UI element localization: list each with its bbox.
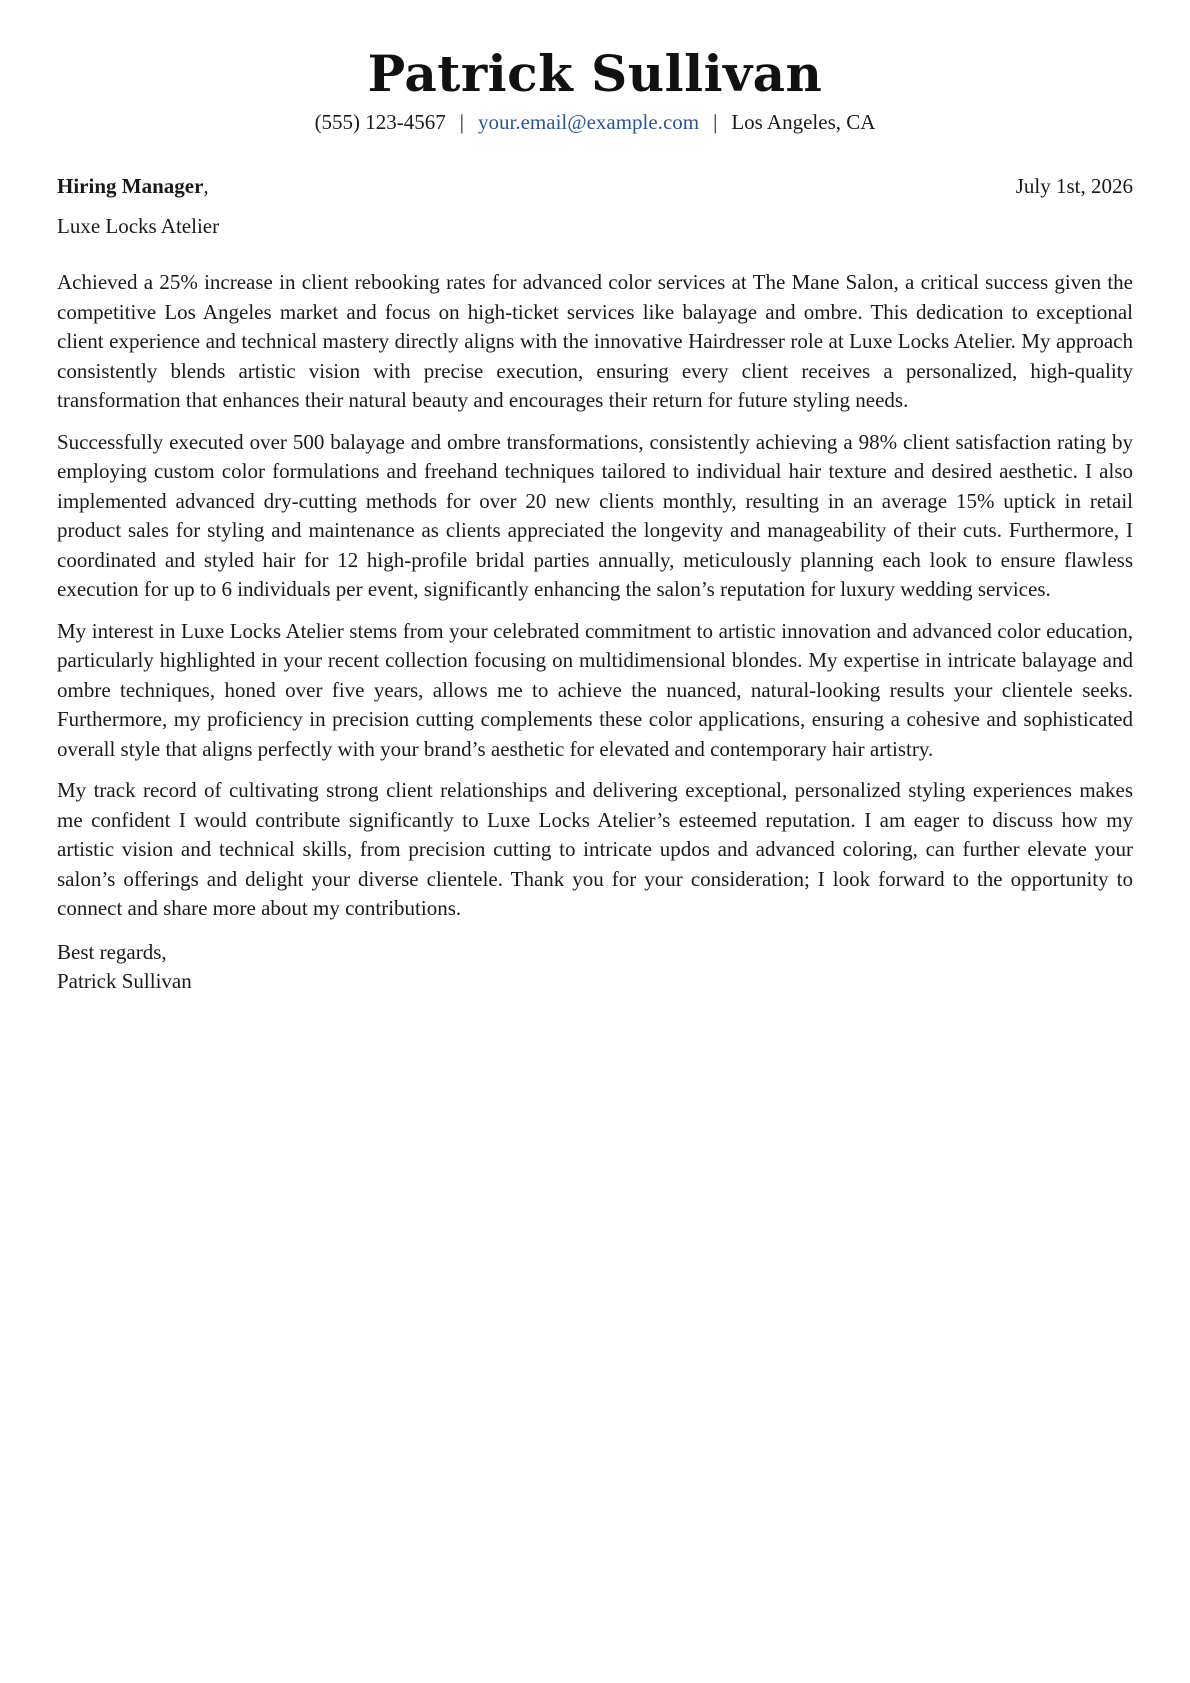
recipient-name: Hiring Manager [57,174,204,198]
applicant-name-heading: Patrick Sullivan [367,44,823,103]
closing-signature: Patrick Sullivan [57,968,192,993]
addressee-row [57,172,1133,200]
contact-separator: | [459,110,465,134]
company-name: Luxe Locks Atelier [57,214,220,238]
body-paragraph: Successfully executed over 500 balayage and ombre transformations, consistently achieving a 98% client satisfaction rating by employing custom color formulations and freehand techniques tailored to individual hair texture and desired aesthetic. I also implemented advanced dry-cutting methods for over 20 new clients monthly, resulting in an average 15% uptick in retail product sales for styling and maintenance as clients appreciated the longevity and manageability of their cuts. Furthermore, I coordinated and styled hair for 12 high-profile bridal parties annually, meticulously planning each look to ensure flawless execution for up to 6 individuals per event, significantly enhancing the salon’s reputation for luxury wedding services. [57,429,1133,601]
closing-salutation: Best regards, [57,939,167,964]
body-paragraph: My interest in Luxe Locks Atelier stems from your celebrated commitment to artistic innovation and advanced color education, particularly highlighted in your recent collection focusing on multidimensional blondes. My expertise in intricate balayage and ombre techniques, honed over five years, allows me to achieve the nuanced, natural-looking results your clientele seeks. Furthermore, my proficiency in precision cutting complements these color applications, ensuring a cohesive and sophisticated overall style that aligns perfectly with your brand’s aesthetic for elevated and contemporary hair artistry. [57,618,1133,761]
location-text: Los Angeles, CA [731,110,876,134]
letter-date: July 1st, 2026 [1015,174,1133,198]
contact-info-line [57,108,1133,136]
cover-letter-page [57,0,1133,996]
letter-body [57,268,1133,924]
body-paragraph: Achieved a 25% increase in client rebooking rates for advanced color services at The Mane Salon, a critical success given the competitive Los Angeles market and focus on high-ticket services like balayage and ombre. This dedication to exceptional client experience and technical mastery directly aligns with the innovative Hairdresser role at Luxe Locks Atelier. My approach consistently blends artistic vision with precise execution, ensuring every client receives a personalized, high-quality transformation that enhances their natural beauty and encourages their return for future styling needs. [57,270,1133,412]
recipient-line [57,172,209,200]
contact-separator: | [713,110,718,134]
email-link[interactable]: your.email@example.com [478,110,700,134]
recipient-suffix: , [203,174,209,198]
letter-closing [57,938,1133,996]
body-paragraph: My track record of cultivating strong client relationships and delivering exceptional, personalized styling experiences makes me confident I would contribute significantly to Luxe Locks Atelier’s esteemed reputation. I am eager to discuss how my artistic vision and technical skills, from precision cutting to intricate updos and advanced coloring, can further elevate your salon’s offerings and delight your diverse clientele. Thank you for your consideration; I look forward to the opportunity to connect and share more about my contributions. [57,778,1133,920]
phone-number: (555) 123-4567 [314,110,446,134]
